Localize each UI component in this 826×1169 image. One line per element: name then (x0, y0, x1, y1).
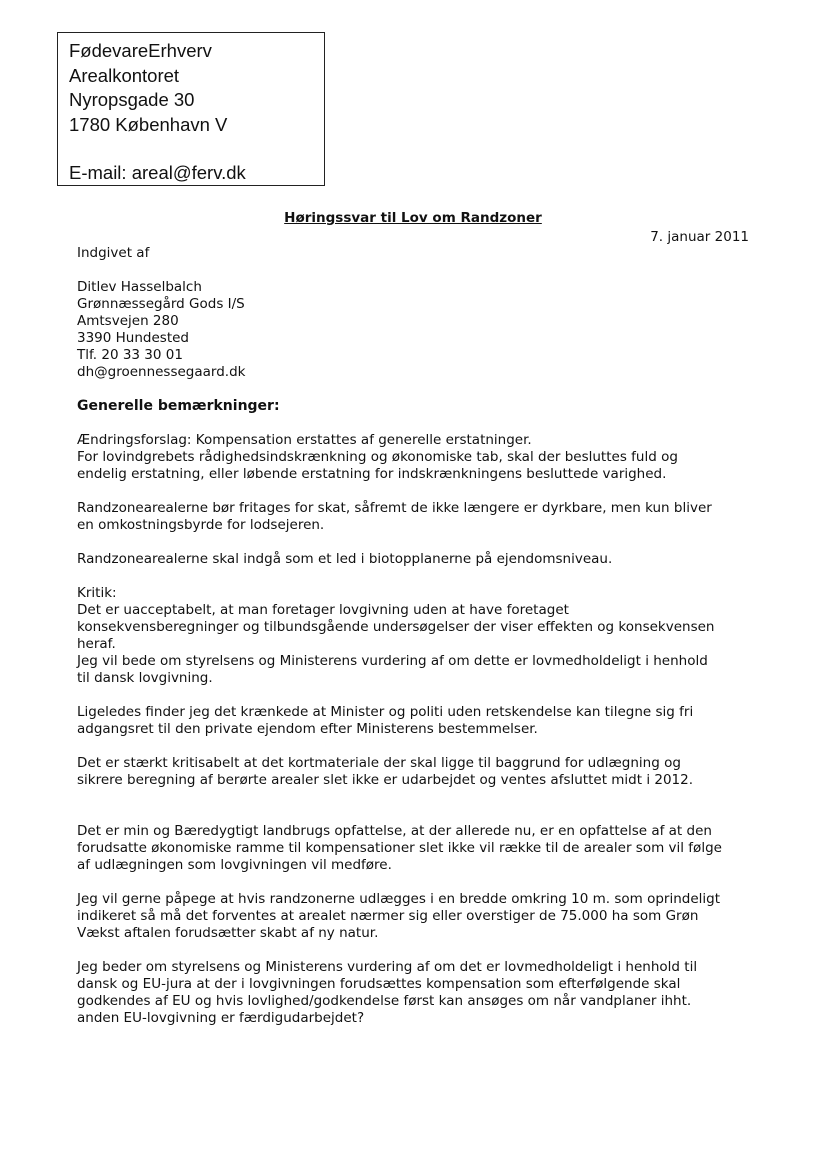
sender-line: Grønnæssegård Gods I/S (77, 296, 245, 312)
paragraph-line: endelig erstatning, eller løbende erstatning for indskrænkningens besluttede varighed. (77, 466, 667, 482)
paragraph-line: Jeg beder om styrelsens og Ministerens vurdering af om det er lovmedholdeligt i henhold til (77, 959, 698, 975)
sender-line: Ditlev Hasselbalch (77, 279, 202, 295)
paragraph-line: heraf. (77, 636, 116, 652)
paragraph-line: en omkostningsbyrde for lodsejeren. (77, 517, 325, 533)
paragraph-line: sikrere beregning af berørte arealer slet ikke er udarbejdet og ventes afsluttet midt i 2012. (77, 772, 694, 788)
paragraph-line: Det er min og Bæredygtigt landbrugs opfattelse, at der allerede nu, er en opfattelse af at den (77, 823, 712, 839)
paragraph-line: Jeg vil gerne påpege at hvis randzonerne udlægges i en bredde omkring 10 m. som oprindeligt (77, 891, 721, 907)
recipient-address-box (57, 32, 325, 186)
paragraph-line: af udlægningen som lovgivningen vil medføre. (77, 857, 392, 873)
recipient-email: E-mail: areal@ferv.dk (69, 162, 246, 183)
document-date: 7. januar 2011 (650, 229, 749, 245)
document-title: Høringssvar til Lov om Randzoner (284, 210, 542, 226)
paragraph-line: forudsatte økonomiske ramme til kompensationer slet ikke vil række til de arealer som vil følge (77, 840, 722, 856)
paragraph-line: Vækst aftalen forudsætter skabt af ny natur. (77, 925, 379, 941)
paragraph-line: Ændringsforslag: Kompensation erstattes af generelle erstatninger. (77, 432, 532, 448)
paragraph-line: Kritik: (77, 585, 117, 601)
recipient-line: Arealkontoret (69, 64, 180, 86)
paragraph-line: godkendes af EU og hvis lovlighed/godkendelse først kan ansøges om når vandplaner ihht. (77, 993, 692, 1009)
paragraph-line: Jeg vil bede om styrelsens og Ministerens vurdering af om dette er lovmedholdeligt i henhold (77, 653, 708, 669)
paragraph-line: Det er uacceptabelt, at man foretager lovgivning uden at have foretaget (77, 602, 569, 618)
paragraph-line: Randzonearealerne skal indgå som et led i biotopplanerne på ejendomsniveau. (77, 551, 613, 567)
paragraph-line: Ligeledes finder jeg det krænkede at Minister og politi uden retskendelse kan tilegne sig fri (77, 704, 694, 720)
paragraph-line: indikeret så må det forventes at arealet nærmer sig eller overstiger de 75.000 ha som Grøn (77, 908, 699, 924)
paragraph-line: til dansk lovgivning. (77, 670, 213, 686)
sender-line: Tlf. 20 33 30 01 (77, 347, 183, 363)
recipient-line: Nyropsgade 30 (69, 89, 195, 110)
paragraph-line: anden EU-lovgivning er færdigudarbejdet? (77, 1010, 365, 1026)
section-heading: Generelle bemærkninger: (77, 398, 280, 414)
paragraph-line: For lovindgrebets rådighedsindskrænkning og økonomiske tab, skal der besluttes fuld og (77, 449, 678, 465)
recipient-line: 1780 København V (69, 113, 228, 135)
paragraph-line: dansk og EU-jura at der i lovgivningen forudsættes kompensation som efterfølgende skal (77, 976, 681, 992)
paragraph-line: Det er stærkt kritisabelt at det kortmateriale der skal ligge til baggrund for udlægning og (77, 755, 681, 771)
sender-email: dh@groennessegaard.dk (77, 364, 246, 380)
paragraph-line: Randzonearealerne bør fritages for skat, såfremt de ikke længere er dyrkbare, men kun bliver (77, 500, 712, 516)
submitted-by-label: Indgivet af (77, 245, 150, 261)
sender-line: 3390 Hundested (77, 330, 189, 346)
spacer (69, 137, 324, 161)
paragraph-line: konsekvensberegninger og tilbundsgående undersøgelser der viser effekten og konsekvensen (77, 619, 715, 635)
paragraph-line: adgangsret til den private ejendom efter Ministerens bestemmelser. (77, 721, 538, 737)
recipient-line: FødevareErhverv (69, 40, 212, 61)
sender-line: Amtsvejen 280 (77, 313, 179, 329)
